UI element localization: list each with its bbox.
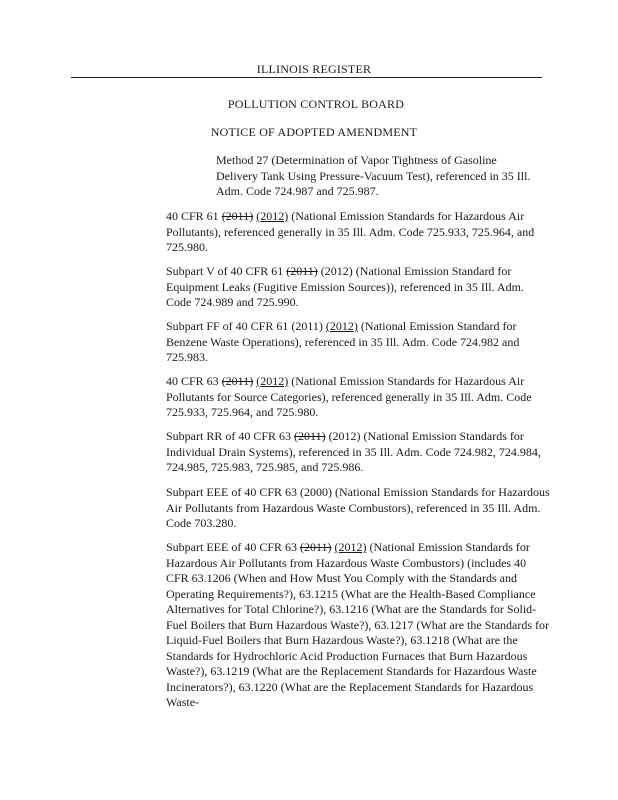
text-run: 40 CFR 61	[166, 209, 222, 223]
text-run: (2012) (National Emission Standards for Individual Drain Systems), referenced in 35 Ill. Adm. Code 724.982, 724.984, 724.985, 725.983, 725.985, and 725.986.	[166, 429, 541, 474]
deleted-text: (2011)	[221, 209, 254, 223]
text-run: (National Emission Standards for Hazardous Air Pollutants from Hazardous Waste Combustors) (includes 40 CFR 63.1206 (When and How Must You Comply with the Standards and Operating Requirements?), 63.1215 (What are the Health-Based Compliance Alternatives for Total Chlorine?), 63.1216 (What are the Standards for Solid-Fuel Boilers that Burn Hazardous Waste?), 63.1217 (What are the Standards for Liquid-Fuel Boilers that Burn Hazardous Waste?), 63.1218 (What are the Standards for Hydrochloric Acid Production Furnaces that Burn Hazardous Waste?), 63.1219 (What are the Replacement Standards for Hazardous Waste Incinerators?), 63.1220 (What are the Replacement Standards for Hazardous Waste-	[166, 540, 550, 709]
inserted-text: (2012)	[256, 209, 289, 223]
paragraph	[166, 485, 550, 532]
inserted-text: (2012)	[256, 374, 289, 388]
text-run: Subpart EEE of 40 CFR 63 (2000) (National Emission Standards for Hazardous Air Pollutants from Hazardous Waste Combustors), referenced in 35 Ill. Adm. Code 703.280.	[166, 485, 550, 530]
deleted-text: (2011)	[221, 374, 254, 388]
inserted-text: (2012)	[325, 319, 358, 333]
header-rule	[71, 77, 542, 78]
paragraph	[166, 264, 550, 311]
paragraph	[166, 429, 550, 476]
paragraph	[166, 540, 550, 711]
text-run: Subpart EEE of 40 CFR 63	[166, 540, 300, 554]
deleted-text: (2011)	[300, 540, 332, 554]
inserted-text: (2012)	[334, 540, 367, 554]
text-run: (2012) (National Emission Standard for Equipment Leaks (Fugitive Emission Sources)), referenced in 35 Ill. Adm. Code 724.989 and 725.990.	[166, 264, 524, 309]
deleted-text: (2011)	[294, 429, 326, 443]
text-run: 40 CFR 63	[166, 374, 222, 388]
notice-title: NOTICE OF ADOPTED AMENDMENT	[210, 125, 418, 139]
paragraph	[166, 319, 550, 366]
text-run: (National Emission Standards for Hazardous Air Pollutants for Source Categories), referenced generally in 35 Ill. Adm. Code 725.933, 725.964, and 725.980.	[166, 374, 532, 419]
board-title: POLLUTION CONTROL BOARD	[227, 97, 405, 111]
text-run: (National Emission Standard for Benzene Waste Operations), referenced in 35 Ill. Adm. Code 724.982 and 725.983.	[166, 319, 520, 364]
text-run: Subpart V of 40 CFR 61	[166, 264, 287, 278]
text-run: Subpart FF of 40 CFR 61 (2011)	[166, 319, 326, 333]
paragraph	[216, 153, 536, 200]
deleted-text: (2011)	[286, 264, 318, 278]
text-run: (National Emission Standards for Hazardous Air Pollutants), referenced generally in 35 Ill. Adm. Code 725.933, 725.964, and 725.980.	[166, 209, 535, 254]
text-run: Method 27 (Determination of Vapor Tightness of Gasoline Delivery Tank Using Pressure-Vacuum Test), referenced in 35 Ill. Adm. Code 724.987 and 725.987.	[216, 153, 531, 198]
paragraph	[166, 209, 550, 256]
paragraph	[166, 374, 550, 421]
register-title: ILLINOIS REGISTER	[256, 62, 372, 76]
text-run: Subpart RR of 40 CFR 63	[166, 429, 295, 443]
